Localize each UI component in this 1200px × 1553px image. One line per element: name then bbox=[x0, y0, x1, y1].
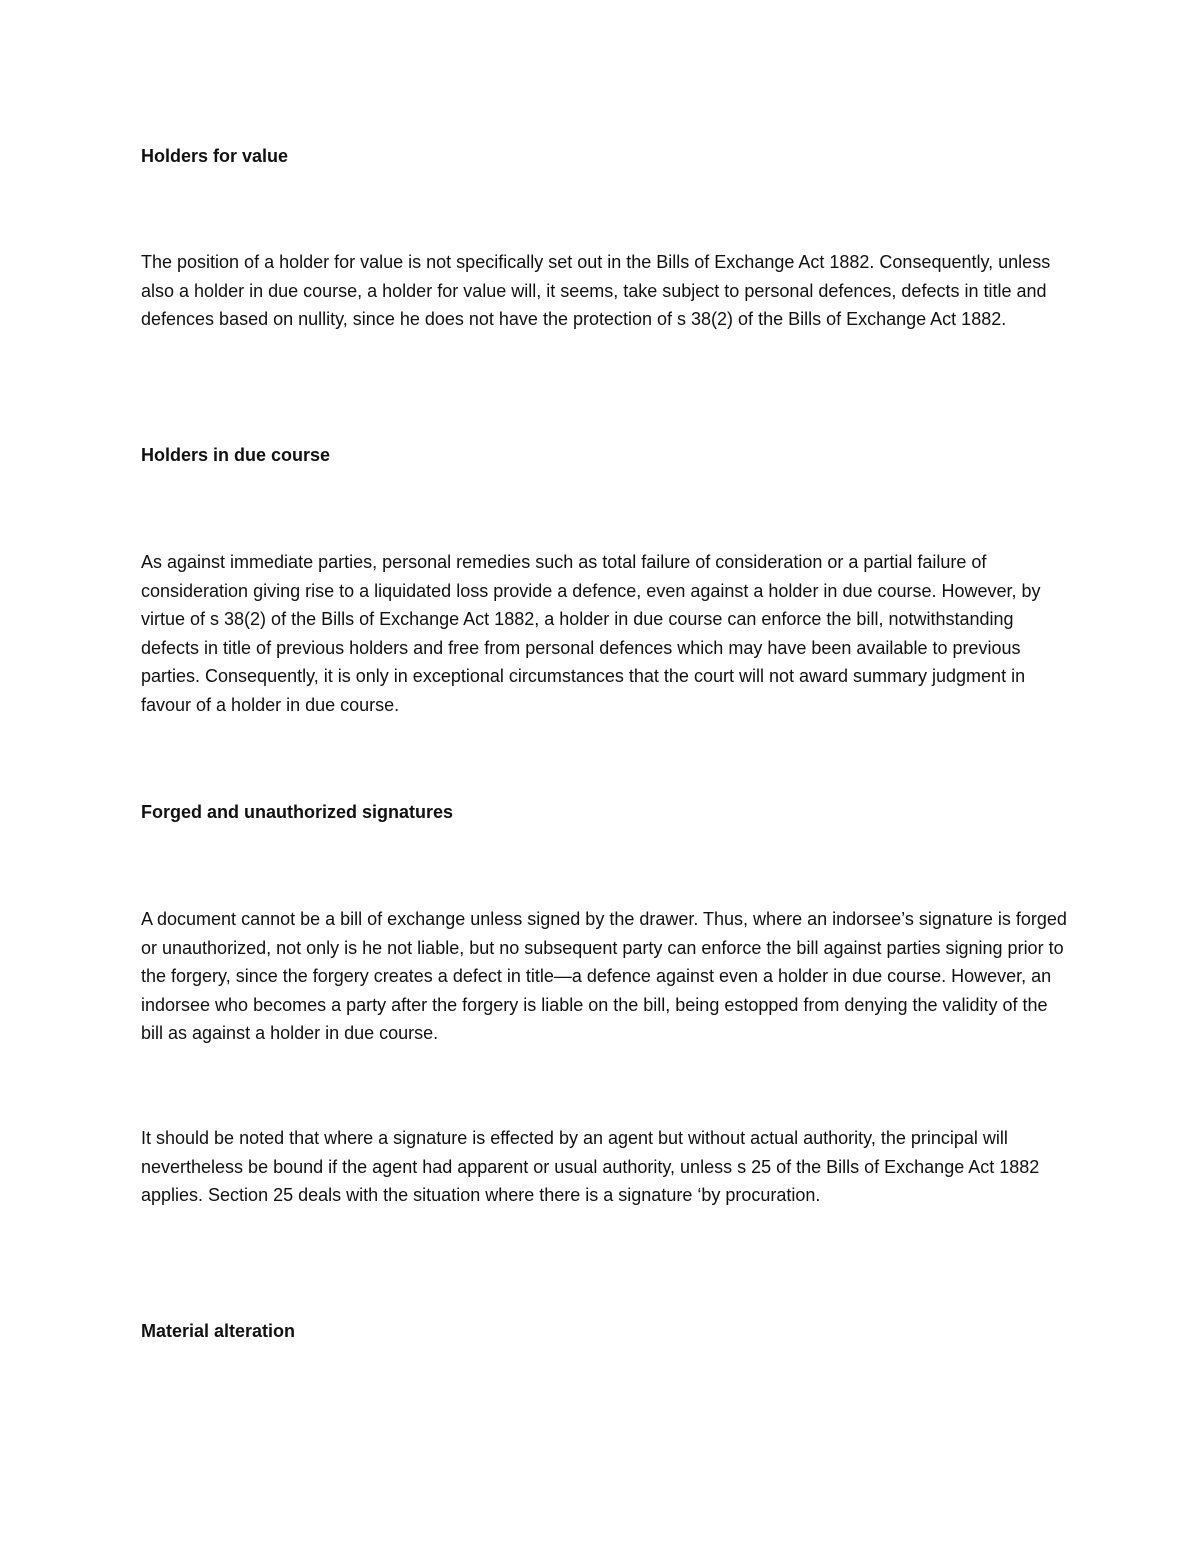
paragraph-holders-for-value: The position of a holder for value is not specifically set out in the Bills of Exchange Act 1882. Consequently, unless also a holder in due course, a holder for value will, it seems, take subject to personal defences, defects in title and defences based on nullity, since he does not have the protection of s 38(2) of the Bills of Exchange Act 1882. bbox=[141, 252, 1051, 330]
section-heading-holders-in-due-course: Holders in due course bbox=[141, 445, 331, 465]
paragraph-holders-in-due-course: As against immediate parties, personal remedies such as total failure of consideration or a partial failure of consideration giving rise to a liquidated loss provide a defence, even against a holder in due course. However, by virtue of s 38(2) of the Bills of Exchange Act 1882, a holder in due course can enforce the bill, notwithstanding defects in title of previous holders and free from personal defences which may have been available to previous parties. Consequently, it is only in exceptional circumstances that the court will not award summary judgment in favour of a holder in due course. bbox=[141, 552, 1041, 715]
section-heading-forged-signatures: Forged and unauthorized signatures bbox=[141, 802, 454, 822]
paragraph-forged-signatures-2: It should be noted that where a signature is effected by an agent but without actual authority, the principal will nevertheless be bound if the agent had apparent or usual authority, unless s 25 of the Bills of Exchange Act 1882 applies. Section 25 deals with the situation where there is a signature ‘by procuration. bbox=[141, 1128, 1040, 1206]
paragraph-forged-signatures-1: A document cannot be a bill of exchange unless signed by the drawer. Thus, where an indorsee’s signature is forged or unauthorized, not only is he not liable, but no subsequent party can enforce the bill against parties signing prior to the forgery, since the forgery creates a defect in title—a defence against even a holder in due course. However, an indorsee who becomes a party after the forgery is liable on the bill, being estopped from denying the validity of the bill as against a holder in due course. bbox=[141, 909, 1067, 1044]
section-heading-holders-for-value: Holders for value bbox=[141, 146, 289, 166]
section-heading-material-alteration: Material alteration bbox=[141, 1321, 296, 1341]
